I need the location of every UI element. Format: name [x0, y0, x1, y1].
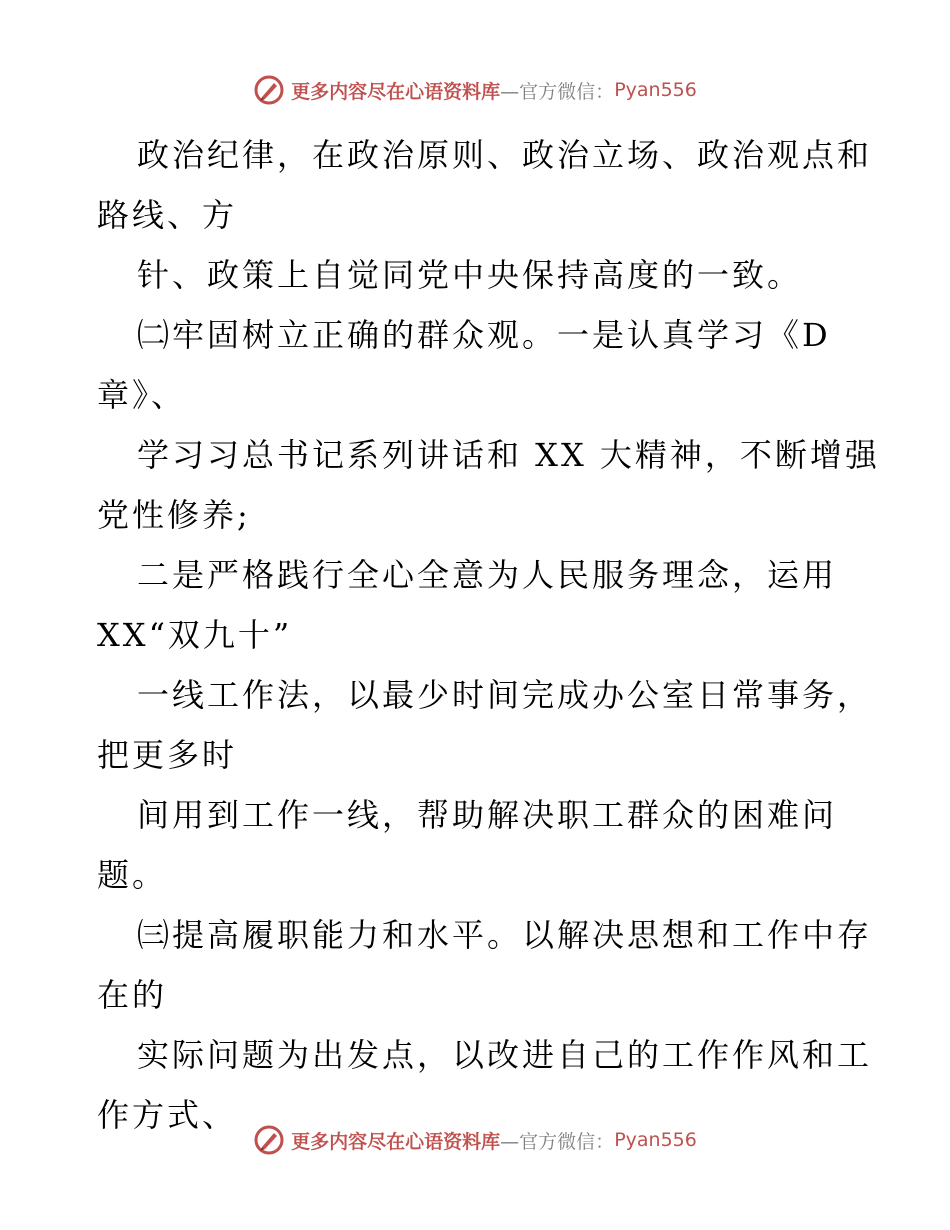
- body-line-15: 在的: [97, 976, 168, 1014]
- body-line-3: 针、政策上自觉同党中央保持高度的一致。: [137, 256, 803, 294]
- body-line-12: 间用到工作一线，帮助解决职工群众的困难问: [137, 796, 838, 834]
- body-line-7: 党性修养;: [97, 496, 251, 534]
- body-line-13: 题。: [97, 856, 168, 894]
- body-line-2: 路线、方: [97, 196, 238, 234]
- banner-wechat-id: Pyan556: [614, 79, 697, 101]
- header-banner: [0, 72, 950, 108]
- body-line-4: ㈡牢固树立正确的群众观。一是认真学习《D: [137, 316, 831, 354]
- body-line-17: 作方式、: [97, 1096, 238, 1134]
- body-line-8: 二是严格践行全心全意为人民服务理念，运用: [137, 556, 838, 594]
- body-line-16: 实际问题为出发点，以改进自己的工作作风和工: [137, 1036, 873, 1074]
- banner-wechat-id: Pyan556: [614, 1129, 697, 1151]
- body-line-11: 把更多时: [97, 736, 238, 774]
- banner-subtitle: —官方微信：: [500, 1130, 615, 1153]
- banner-subtitle: —官方微信：: [500, 80, 615, 103]
- pen-logo-icon: [253, 74, 285, 106]
- document-body: [97, 125, 880, 1145]
- body-line-1: 政治纪律，在政治原则、政治立场、政治观点和: [137, 136, 873, 174]
- footer-banner: [0, 1122, 950, 1158]
- pen-logo-icon: [253, 1124, 285, 1156]
- body-line-6: 学习习总书记系列讲话和 XX 大精神，不断增强: [137, 436, 880, 474]
- body-line-10: 一线工作法，以最少时间完成办公室日常事务，: [137, 676, 873, 714]
- banner-title: 更多内容尽在心语资料库: [291, 1130, 501, 1153]
- banner-title: 更多内容尽在心语资料库: [291, 80, 501, 103]
- body-line-5: 章》、: [97, 376, 187, 414]
- body-line-14: ㈢提高履职能力和水平。以解决思想和工作中存: [137, 916, 873, 954]
- body-line-9: XX“双九十”: [97, 616, 293, 654]
